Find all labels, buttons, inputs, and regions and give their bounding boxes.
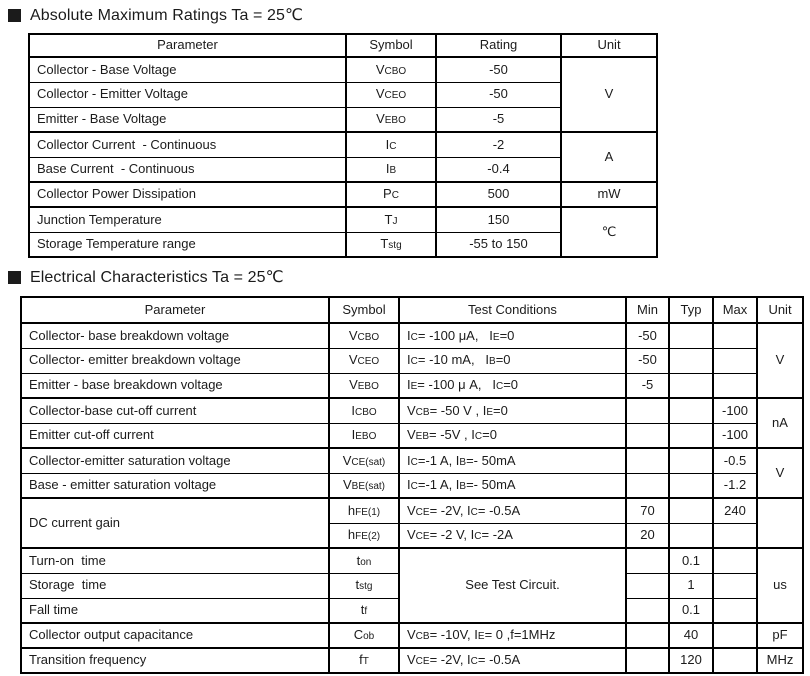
typ-cell (669, 448, 713, 473)
black-square-icon (8, 9, 21, 22)
max-cell: -1.2 (713, 473, 757, 498)
rating-cell: -50 (436, 82, 561, 107)
max-cell (713, 573, 757, 598)
col-header-max: Max (713, 297, 757, 323)
table-row (29, 182, 657, 207)
symbol-cell: Cob (329, 623, 399, 648)
absolute-maximum-ratings-table (28, 33, 658, 258)
parameter-cell: Emitter - Base Voltage (29, 107, 346, 132)
min-cell (626, 398, 669, 423)
symbol-cell: Tstg (346, 232, 436, 257)
unit-cell: V (757, 448, 803, 498)
symbol-cell: VBE(sat) (329, 473, 399, 498)
section-title-text: Absolute Maximum Ratings Ta = 25℃ (30, 7, 304, 24)
test-conditions-cell: VCE= -2 V, IC= -2A (399, 523, 626, 548)
parameter-cell: Storage Temperature range (29, 232, 346, 257)
parameter-cell: Collector Current - Continuous (29, 132, 346, 157)
rating-cell: -0.4 (436, 157, 561, 182)
table-row (21, 623, 803, 648)
symbol-cell: IEBO (329, 423, 399, 448)
table-row (29, 57, 657, 82)
test-conditions-cell: IC= -10 mA, IB=0 (399, 348, 626, 373)
parameter-cell: Emitter cut-off current (21, 423, 329, 448)
symbol-cell: VCEO (329, 348, 399, 373)
unit-cell: ℃ (561, 207, 657, 257)
min-cell (626, 623, 669, 648)
parameter-cell: Collector- emitter breakdown voltage (21, 348, 329, 373)
table-row (21, 398, 803, 423)
rating-cell: -2 (436, 132, 561, 157)
min-cell (626, 573, 669, 598)
min-cell (626, 598, 669, 623)
test-conditions-cell: VCB= -50 V , IE=0 (399, 398, 626, 423)
unit-cell: mW (561, 182, 657, 207)
table-row (21, 348, 803, 373)
typ-cell (669, 398, 713, 423)
symbol-cell: PC (346, 182, 436, 207)
section-title-electrical-characteristics (8, 267, 284, 287)
typ-cell: 120 (669, 648, 713, 673)
min-cell: 20 (626, 523, 669, 548)
col-header-symbol: Symbol (329, 297, 399, 323)
max-cell (713, 323, 757, 348)
typ-cell (669, 323, 713, 348)
parameter-cell: DC current gain (21, 498, 329, 548)
typ-cell: 0.1 (669, 548, 713, 573)
max-cell: -0.5 (713, 448, 757, 473)
symbol-cell: IC (346, 132, 436, 157)
test-conditions-cell: See Test Circuit. (399, 548, 626, 623)
typ-cell (669, 373, 713, 398)
test-conditions-cell: IE= -100 μ A, IC=0 (399, 373, 626, 398)
symbol-cell: fT (329, 648, 399, 673)
col-header-unit: Unit (561, 34, 657, 57)
col-header-parameter: Parameter (21, 297, 329, 323)
symbol-cell: VEBO (346, 107, 436, 132)
parameter-cell: Transition frequency (21, 648, 329, 673)
unit-cell: A (561, 132, 657, 182)
table-row (21, 323, 803, 348)
typ-cell (669, 523, 713, 548)
parameter-cell: Collector - Emitter Voltage (29, 82, 346, 107)
rating-cell: -50 (436, 57, 561, 82)
max-cell (713, 648, 757, 673)
rating-cell: -5 (436, 107, 561, 132)
max-cell (713, 623, 757, 648)
symbol-cell: VCEO (346, 82, 436, 107)
min-cell: -50 (626, 348, 669, 373)
table-row (21, 373, 803, 398)
parameter-cell: Turn-on time (21, 548, 329, 573)
rating-cell: -55 to 150 (436, 232, 561, 257)
min-cell: -5 (626, 373, 669, 398)
min-cell: 70 (626, 498, 669, 523)
parameter-cell: Storage time (21, 573, 329, 598)
min-cell (626, 548, 669, 573)
test-conditions-cell: VCE= -2V, IC= -0.5A (399, 648, 626, 673)
rating-cell: 150 (436, 207, 561, 232)
col-header-unit: Unit (757, 297, 803, 323)
test-conditions-cell: VCE= -2V, IC= -0.5A (399, 498, 626, 523)
symbol-cell: VCBO (329, 323, 399, 348)
max-cell (713, 548, 757, 573)
max-cell (713, 373, 757, 398)
typ-cell (669, 473, 713, 498)
unit-cell: nA (757, 398, 803, 448)
parameter-cell: Collector- base breakdown voltage (21, 323, 329, 348)
section-title-text: Electrical Characteristics Ta = 25℃ (30, 269, 284, 286)
parameter-cell: Junction Temperature (29, 207, 346, 232)
table-row (21, 548, 803, 573)
header-row (21, 297, 803, 323)
max-cell: -100 (713, 398, 757, 423)
table-row (21, 498, 803, 523)
symbol-cell: IB (346, 157, 436, 182)
unit-cell: us (757, 548, 803, 623)
table-row (29, 132, 657, 157)
typ-cell: 0.1 (669, 598, 713, 623)
unit-cell (757, 498, 803, 548)
unit-cell: pF (757, 623, 803, 648)
table-row (29, 207, 657, 232)
parameter-cell: Collector-emitter saturation voltage (21, 448, 329, 473)
symbol-cell: hFE(1) (329, 498, 399, 523)
col-header-rating: Rating (436, 34, 561, 57)
symbol-cell: VCE(sat) (329, 448, 399, 473)
col-header-min: Min (626, 297, 669, 323)
max-cell (713, 523, 757, 548)
max-cell: 240 (713, 498, 757, 523)
typ-cell: 40 (669, 623, 713, 648)
symbol-cell: hFE(2) (329, 523, 399, 548)
parameter-cell: Collector output capacitance (21, 623, 329, 648)
header-row (29, 34, 657, 57)
symbol-cell: TJ (346, 207, 436, 232)
unit-cell: MHz (757, 648, 803, 673)
test-conditions-cell: IC=-1 A, IB=- 50mA (399, 448, 626, 473)
table-row (21, 648, 803, 673)
min-cell (626, 648, 669, 673)
col-header-symbol: Symbol (346, 34, 436, 57)
symbol-cell: VCBO (346, 57, 436, 82)
symbol-cell: tstg (329, 573, 399, 598)
table-row (21, 423, 803, 448)
typ-cell (669, 348, 713, 373)
unit-cell: V (561, 57, 657, 132)
typ-cell: 1 (669, 573, 713, 598)
parameter-cell: Base Current - Continuous (29, 157, 346, 182)
min-cell (626, 423, 669, 448)
symbol-cell: tf (329, 598, 399, 623)
typ-cell (669, 498, 713, 523)
max-cell (713, 348, 757, 373)
parameter-cell: Collector-base cut-off current (21, 398, 329, 423)
parameter-cell: Collector - Base Voltage (29, 57, 346, 82)
test-conditions-cell: IC= -100 μA, IE=0 (399, 323, 626, 348)
section-title-absolute-maximum-ratings (8, 5, 303, 25)
col-header-test-conditions: Test Conditions (399, 297, 626, 323)
test-conditions-cell: IC=-1 A, IB=- 50mA (399, 473, 626, 498)
black-square-icon (8, 271, 21, 284)
test-conditions-cell: VEB= -5V , IC=0 (399, 423, 626, 448)
parameter-cell: Base - emitter saturation voltage (21, 473, 329, 498)
parameter-cell: Fall time (21, 598, 329, 623)
col-header-typ: Typ (669, 297, 713, 323)
parameter-cell: Emitter - base breakdown voltage (21, 373, 329, 398)
symbol-cell: VEBO (329, 373, 399, 398)
col-header-parameter: Parameter (29, 34, 346, 57)
max-cell (713, 598, 757, 623)
symbol-cell: ICBO (329, 398, 399, 423)
parameter-cell: Collector Power Dissipation (29, 182, 346, 207)
unit-cell: V (757, 323, 803, 398)
symbol-cell: ton (329, 548, 399, 573)
test-conditions-cell: VCB= -10V, IE= 0 ,f=1MHz (399, 623, 626, 648)
min-cell: -50 (626, 323, 669, 348)
min-cell (626, 448, 669, 473)
electrical-characteristics-table (20, 296, 804, 674)
min-cell (626, 473, 669, 498)
typ-cell (669, 423, 713, 448)
max-cell: -100 (713, 423, 757, 448)
table-row (21, 448, 803, 473)
table-row (21, 473, 803, 498)
rating-cell: 500 (436, 182, 561, 207)
